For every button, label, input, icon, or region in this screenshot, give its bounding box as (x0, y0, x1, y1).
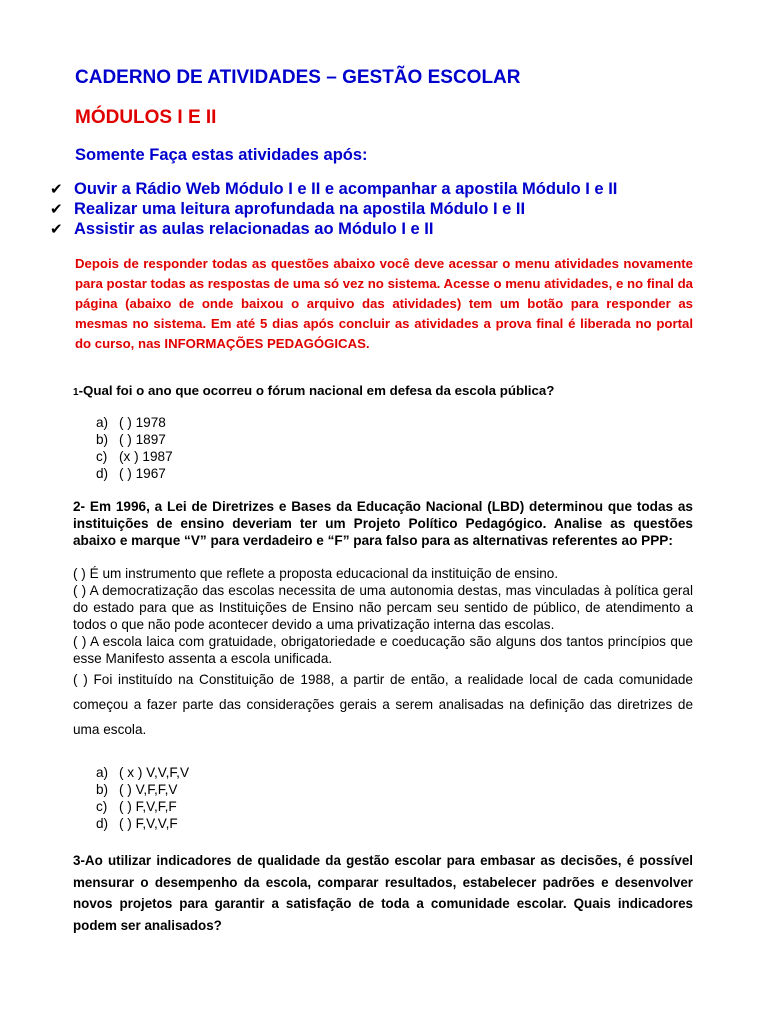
option-text: ( ) 1967 (119, 466, 166, 481)
option-letter: b) (96, 432, 109, 447)
prerequisite-checklist (50, 179, 750, 239)
checklist-item-text: Realizar uma leitura aprofundada na apostila Módulo I e II (74, 200, 526, 218)
check-icon: ✔ (50, 201, 63, 218)
question-1-options (96, 414, 173, 482)
option-letter: d) (96, 466, 109, 481)
instructions-paragraph: Depois de responder todas as questões abaixo você deve acessar o menu atividades novamente para postar todas as respostas de uma só vez no sistema. Acesse o menu atividades, e no final da página (abaixo de onde baixou o arquivo das atividades) tem um botão para responder as mesmas no sistema. Em até 5 dias após concluir as atividades a prova final é liberada no portal do curso, nas INFORMAÇÕES PEDAGÓGICAS. (75, 256, 693, 351)
option-text: ( ) 1978 (119, 415, 166, 430)
option-text: ( ) V,F,F,V (119, 782, 178, 797)
option-row (96, 815, 189, 832)
option-letter: c) (96, 799, 108, 814)
document-title: CADERNO DE ATIVIDADES – GESTÃO ESCOLAR (75, 67, 521, 88)
question-3: 3-Ao utilizar indicadores de qualidade da gestão escolar para embasar as decisões, é possível mensurar o desempenho da escola, comparar resultados, estabelecer padrões e desenvolver novos projetos para garantir a satisfação de toda a comunidade escolar. Quais indicadores podem ser analisados? (73, 853, 693, 933)
checklist-item (50, 199, 750, 219)
option-letter: b) (96, 782, 109, 797)
check-icon: ✔ (50, 221, 63, 238)
question-1-text: -Qual foi o ano que ocorreu o fórum nacional em defesa da escola pública? (78, 383, 555, 398)
option-text: ( x ) V,V,F,V (119, 765, 190, 780)
option-row (96, 798, 189, 815)
question-1 (73, 383, 554, 398)
statement: ( ) A escola laica com gratuidade, obrigatoriedade e coeducação são alguns dos tantos princípios que esse Manifesto assenta a escola unificada. (73, 634, 693, 666)
statement: ( ) É um instrumento que reflete a proposta educacional da instituição de ensino. (73, 566, 559, 581)
option-row (96, 448, 173, 465)
modules-heading: MÓDULOS I E II (75, 107, 217, 128)
statement: ( ) Foi instituído na Constituição de 1988, a partir de então, a realidade local de cada comunidade começou a fazer parte das considerações gerais a serem analisadas na definição das diretrizes de uma escola. (73, 672, 693, 737)
option-letter: a) (96, 415, 109, 430)
option-row (96, 414, 173, 431)
option-letter: c) (96, 449, 108, 464)
option-row (96, 465, 173, 482)
intro-heading: Somente Faça estas atividades após: (75, 146, 368, 164)
option-row (96, 764, 189, 781)
checklist-item (50, 219, 750, 239)
option-row (96, 781, 189, 798)
checklist-item (50, 179, 750, 199)
statement: ( ) A democratização das escolas necessita de uma autonomia destas, mas vinculadas à política geral do estado para que as Instituições de Ensino não percam seu sentido de público, de atendimento a todos o que não pode acontecer devido a uma privatização interna das escolas. (73, 583, 693, 632)
checklist-item-text: Ouvir a Rádio Web Módulo I e II e acompanhar a apostila Módulo I e II (74, 180, 618, 198)
option-row (96, 431, 173, 448)
check-icon: ✔ (50, 181, 63, 198)
option-text: (x ) 1987 (119, 449, 173, 464)
option-letter: a) (96, 765, 109, 780)
question-1-number: 1 (73, 387, 79, 398)
checklist-item-text: Assistir as aulas relacionadas ao Módulo I e II (74, 220, 434, 238)
option-text: ( ) 1897 (119, 432, 166, 447)
option-text: ( ) F,V,F,F (119, 799, 177, 814)
question-2: 2- Em 1996, a Lei de Diretrizes e Bases da Educação Nacional (LBD) determinou que todas as instituições de ensino deveriam ter um Projeto Político Pedagógico. Analise as questões abaixo e marque “V” para verdadeiro e “F” para falso para as alternativas referentes ao PPP: (73, 499, 693, 548)
question-2-options (96, 764, 189, 832)
option-text: ( ) F,V,V,F (119, 816, 178, 831)
question-2-statements (73, 565, 693, 742)
option-letter: d) (96, 816, 109, 831)
